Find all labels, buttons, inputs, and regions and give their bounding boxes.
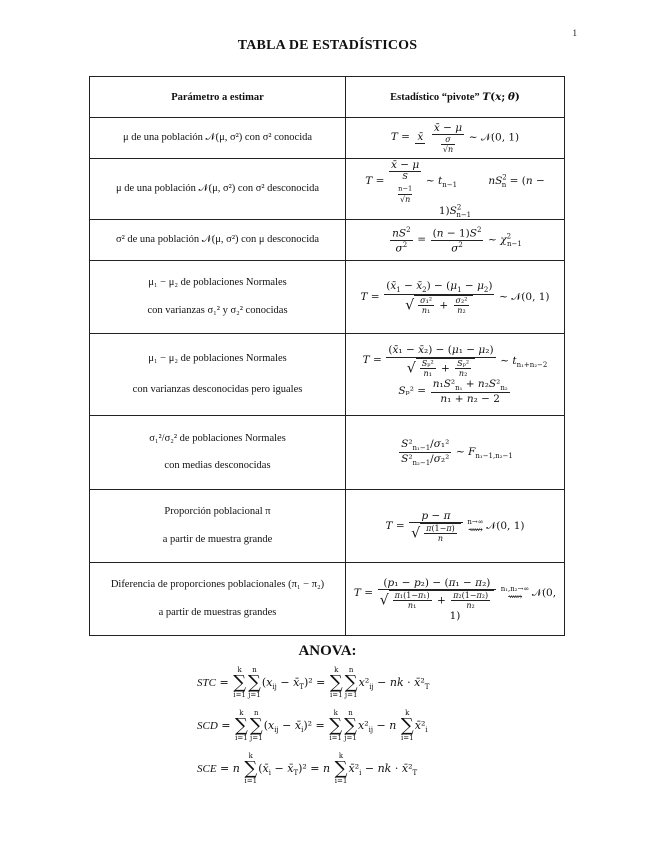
anova-title: ANOVA:	[298, 643, 357, 659]
stat-cell: T = x̄ $\frac{x̄ - \mu}{\frac{\sigma}{√n}}$ ∼ 𝒩(0, 1)	[346, 118, 565, 159]
stat-cell: T = (x̄₁ − x̄₂) − (μ₁ − μ₂) √ $\frac{\text{Sₚ²}}{\text{n₁}}$ + $\frac{\text{Sₚ²}}{\text{n₂}}$ ∼ $t_{n_1+n_2-2}$ Sₚ² = $\frac{n_1S^2_{n_1} + n_2S^2_{n_2}}{\text{n₁ + n₂ − 2}}$	[346, 334, 565, 416]
table-row	[90, 563, 565, 636]
table-row	[90, 118, 565, 159]
header-parameter: Parámetro a estimar	[90, 77, 346, 118]
page-number: 1	[572, 28, 577, 38]
param-cell: σ² de una población 𝒩(μ, σ²) con μ desconocida	[90, 220, 346, 261]
param-line2: con varianzas desconocidas pero iguales	[132, 383, 303, 395]
param-line2: a partir de muestra grande	[162, 534, 273, 546]
param-line2: a partir de muestras grandes	[158, 607, 277, 619]
param-cell: μ de una población 𝒩(μ, σ²) con σ² conocida	[90, 118, 346, 159]
stat-cell: T = (p₁ − p₂) − (π₁ − π₂) √ $\frac{\text{π₁(1−π₁)}}{\text{n₁}}$ + $\frac{\text{π₂(1−π₂)}}{\text{n₂}}$ n₁,n₂→∞ ⟿ 𝒩(0, 1)	[346, 563, 565, 636]
param-cell	[90, 563, 346, 636]
stat-cell: $\frac{nS^2}{\sigma^2}$ = $\frac{(n - 1)S^2}{\sigma^2}$ ∼ $\chi^2_{n-1}$	[346, 220, 565, 261]
stat-cell: T = x̄ − μ S $_{n-1}$ √n ∼ $t_{n-1}$ $nS^2_n = (n - 1)S^2_{n-1}$	[346, 159, 565, 220]
param-cell	[90, 490, 346, 563]
param-cell	[90, 261, 346, 334]
page-title: TABLA DE ESTADÍSTICOS	[237, 38, 418, 53]
table-row	[90, 220, 565, 261]
header-statistic	[346, 77, 565, 118]
param-cell: μ de una población 𝒩(μ, σ²) con σ² desconocida	[90, 159, 346, 220]
param-line2: con medias desconocidas	[164, 459, 271, 471]
stat-cell: T = p − π √ $\frac{\pi(1-\pi)}{n}$ n→∞ ⟿ 𝒩(0, 1)	[346, 490, 565, 563]
header-statistic-text: Estadístico “pivote” T(x; θ)	[390, 91, 520, 103]
param-line1: μ₁ − μ₂ de poblaciones Normales	[148, 353, 287, 365]
scd-formula: SCD = k ∑ i=1 n ∑ j=1 ($x_{ij}$ − $x̄_i)^2$ = k ∑ i=1 n ∑ j=1 $x^2_{ij} - n$ k ∑ i=1 $x̄^2_i$	[197, 709, 428, 742]
table-header-row	[90, 77, 565, 118]
statistics-table	[89, 76, 565, 636]
stat-cell: $\frac{S^2_{n_1-1}/\sigma_1^2}{S^2_{n_2-1}/\sigma_2^2}$ ∼ $F_{n_1-1,n_2-1}$	[346, 416, 565, 490]
stat-cell: T = ($x̄_1$ − $x̄_2) - (\mu_1 - \mu_2)$ √ $\frac{\text{σ₁²}}{\text{n₁}}$ + $\frac{\text{σ₂²}}{\text{n₂}}$ ∼ 𝒩(0, 1)	[346, 261, 565, 334]
param-line1: σ₁²/σ₂² de poblaciones Normales	[149, 433, 286, 445]
sce-formula: SCE = n k ∑ i=1 ($x̄_i$ − $x̄_T)^2 = n$ k ∑ i=1 $x̄^2_i$ − nk · $x̄^2_T$	[197, 752, 418, 785]
table-row	[90, 416, 565, 490]
param-cell	[90, 416, 346, 490]
table-row	[90, 159, 565, 220]
param-line1: Proporción poblacional π	[164, 505, 271, 517]
table-row	[90, 490, 565, 563]
param-cell	[90, 334, 346, 416]
pooled-variance: Sₚ² = $\frac{n_1S^2_{n_1} + n_2S^2_{n_2}}{\text{n₁ + n₂ − 2}}$	[398, 377, 508, 406]
param-line1: Diferencia de proporciones poblacionales (π₁ − π₂)	[110, 578, 325, 590]
param-line1: μ₁ − μ₂ de poblaciones Normales	[148, 276, 287, 288]
param-line2: con varianzas σ₁² y σ₂² conocidas	[147, 305, 288, 317]
stc-formula: STC = k ∑ i=1 n ∑ j=1 ($x_{ij}$ − $x̄_T)^2$ = k ∑ i=1 n ∑ j=1 $x^2_{ij}$ − nk · $x̄^2_T$	[197, 666, 430, 699]
table-row	[90, 261, 565, 334]
table-row	[90, 334, 565, 416]
